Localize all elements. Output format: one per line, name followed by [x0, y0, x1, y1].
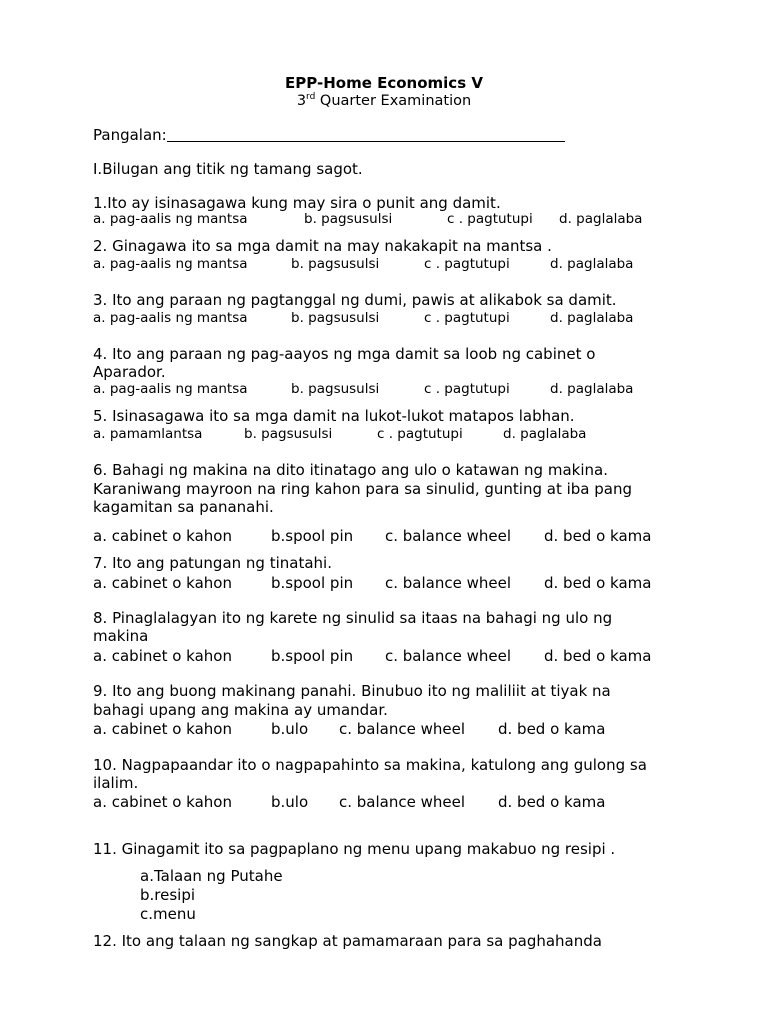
option-a[interactable]: a. pag-aalis ng mantsa	[93, 211, 248, 227]
option-d[interactable]: d. bed o kama	[498, 793, 606, 811]
option-d[interactable]: d. paglalaba	[503, 426, 587, 442]
option-b[interactable]: b.spool pin	[271, 527, 354, 545]
option-c[interactable]: c . pagtutupi	[377, 426, 463, 442]
question-9: 9. Ito ang buong makinang panahi. Binubuo ito ng maliliit at tiyak na	[93, 682, 611, 700]
option-d[interactable]: d. paglalaba	[559, 211, 643, 227]
subtitle-number: 3	[296, 93, 307, 109]
question-1: 1.Ito ay isinasagawa kung may sira o punit ang damit.	[93, 194, 501, 212]
option-c[interactable]: c . pagtutupi	[424, 310, 510, 326]
option-c[interactable]: c. balance wheel	[339, 793, 466, 811]
question-8-cont: makina	[93, 627, 149, 645]
question-10: 10. Nagpapaandar ito o nagpapahinto sa makina, katulong ang gulong sa	[93, 756, 647, 774]
option-a[interactable]: a. cabinet o kahon	[93, 574, 232, 592]
option-a[interactable]: a. pag-aalis ng mantsa	[93, 256, 248, 272]
option-c[interactable]: c. balance wheel	[385, 574, 512, 592]
option-b[interactable]: b.ulo	[271, 793, 309, 811]
name-line	[93, 126, 565, 145]
option-c[interactable]: c. balance wheel	[385, 647, 512, 665]
option-a[interactable]: a. cabinet o kahon	[93, 720, 232, 738]
question-4-cont: Aparador.	[93, 363, 166, 381]
option-d[interactable]: d. bed o kama	[544, 574, 652, 592]
option-a[interactable]: a. pag-aalis ng mantsa	[93, 310, 248, 326]
question-10-cont: ilalim.	[93, 774, 139, 792]
option-a[interactable]: a. pag-aalis ng mantsa	[93, 381, 248, 397]
option-c[interactable]: c.menu	[140, 905, 196, 923]
option-d[interactable]: d. bed o kama	[544, 647, 652, 665]
option-d[interactable]: d. paglalaba	[550, 381, 634, 397]
option-b[interactable]: b.spool pin	[271, 647, 354, 665]
option-b[interactable]: b. pagsusulsi	[291, 381, 380, 397]
name-blank[interactable]	[167, 127, 565, 142]
page-title: EPP-Home Economics V	[285, 74, 483, 92]
option-a[interactable]: a. cabinet o kahon	[93, 647, 232, 665]
option-b[interactable]: b. pagsusulsi	[291, 310, 380, 326]
question-4: 4. Ito ang paraan ng pag-aayos ng mga damit sa loob ng cabinet o	[93, 345, 596, 363]
question-2: 2. Ginagawa ito sa mga damit na may nakakapit na mantsa .	[93, 237, 552, 255]
option-b[interactable]: b. pagsusulsi	[291, 256, 380, 272]
option-b[interactable]: b.resipi	[140, 886, 196, 904]
option-a[interactable]: a.Talaan ng Putahe	[140, 867, 283, 885]
option-a[interactable]: a. cabinet o kahon	[93, 527, 232, 545]
question-6-cont: Karaniwang mayroon na ring kahon para sa sinulid, gunting at iba pang	[93, 480, 632, 498]
option-a[interactable]: a. pamamlantsa	[93, 426, 203, 442]
subtitle-text: Quarter Examination	[315, 93, 472, 109]
option-d[interactable]: d. bed o kama	[544, 527, 652, 545]
question-11: 11. Ginagamit ito sa pagpaplano ng menu upang makabuo ng resipi .	[93, 840, 616, 858]
question-5: 5. Isinasagawa ito sa mga damit na lukot-lukot matapos labhan.	[93, 407, 575, 425]
option-b[interactable]: b. pagsusulsi	[244, 426, 333, 442]
option-c[interactable]: c. balance wheel	[385, 527, 512, 545]
subtitle-ordinal: rd	[306, 92, 316, 102]
question-3: 3. Ito ang paraan ng pagtanggal ng dumi, pawis at alikabok sa damit.	[93, 291, 617, 309]
option-d[interactable]: d. paglalaba	[550, 310, 634, 326]
question-6: 6. Bahagi ng makina na dito itinatago ang ulo o katawan ng makina.	[93, 461, 608, 479]
instruction: I.Bilugan ang titik ng tamang sagot.	[93, 160, 363, 178]
option-c[interactable]: c . pagtutupi	[424, 381, 510, 397]
option-b[interactable]: b. pagsusulsi	[304, 211, 393, 227]
option-d[interactable]: d. bed o kama	[498, 720, 606, 738]
option-c[interactable]: c . pagtutupi	[447, 211, 533, 227]
option-c[interactable]: c. balance wheel	[339, 720, 466, 738]
question-9-cont: bahagi upang ang makina ay umandar.	[93, 701, 388, 719]
question-7: 7. Ito ang patungan ng tinatahi.	[93, 554, 332, 572]
name-label: Pangalan:	[93, 126, 167, 144]
option-b[interactable]: b.ulo	[271, 720, 309, 738]
option-a[interactable]: a. cabinet o kahon	[93, 793, 232, 811]
option-d[interactable]: d. paglalaba	[550, 256, 634, 272]
question-8: 8. Pinaglalagyan ito ng karete ng sinulid sa itaas na bahagi ng ulo ng	[93, 609, 613, 627]
question-12: 12. Ito ang talaan ng sangkap at pamamaraan para sa paghahanda	[93, 932, 602, 950]
question-6-cont2: kagamitan sa pananahi.	[93, 498, 274, 516]
option-b[interactable]: b.spool pin	[271, 574, 354, 592]
page-subtitle	[0, 92, 768, 110]
option-c[interactable]: c . pagtutupi	[424, 256, 510, 272]
